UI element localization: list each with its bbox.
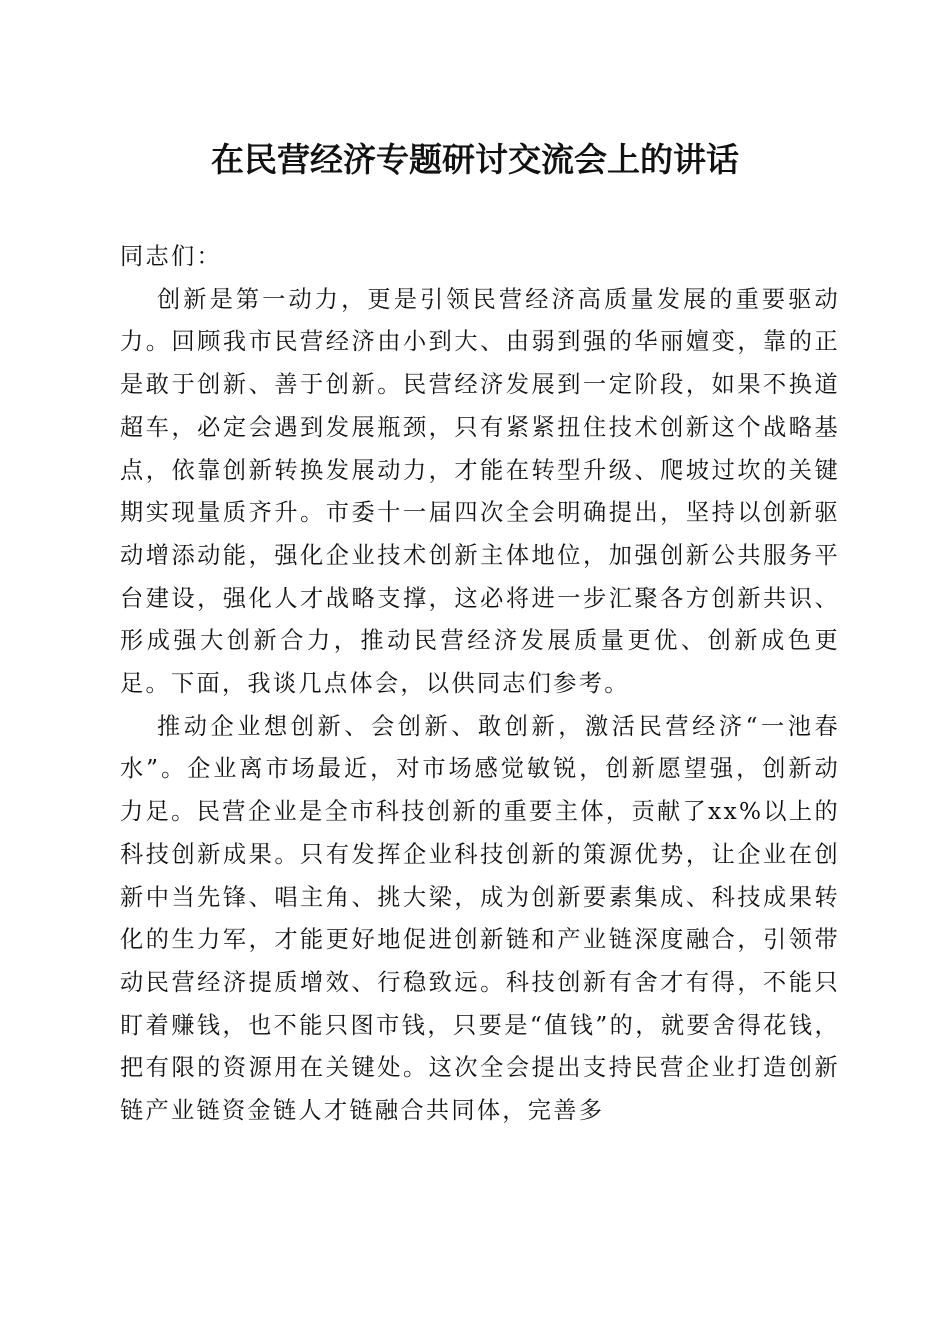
document-title: 在民营经济专题研讨交流会上的讲话 (211, 140, 739, 179)
paragraph-1: 创新是第一动力，更是引领民营经济高质量发展的重要驱动力。回顾我市民营经济由小到大、由弱到强的华丽嬗变，靠的正是敢于创新、善于创新。民营经济发展到一定阶段，如果不换道超车，必定会遇到发展瓶颈，只有紧紧扭住技术创新这个战略基点，依靠创新转换发展动力，才能在转型升级、爬坡过坎的关键期实现量质齐升。市委十一届四次全会明确提出，坚持以创新驱动增添动能，强化企业技术创新主体地位，加强创新公共服务平台建设，强化人才战略支撑，这必将进一步汇聚各方创新共识、形成强大创新合力，推动民营经济发展质量更优、创新成色更足。下面，我谈几点体会，以供同志们参考。 (120, 285, 840, 698)
document-body (120, 236, 840, 1133)
greeting: 同志们： (120, 243, 222, 270)
paragraph-2: 推动企业想创新、会创新、敢创新，激活民营经济“一池春水”。企业离市场最近，对市场感觉敏锐，创新愿望强，创新动力足。民营企业是全市科技创新的重要主体，贡献了xx%以上的科技创新成果。只有发挥企业科技创新的策源优势，让企业在创新中当先锋、唱主角、挑大梁，成为创新要素集成、科技成果转化的生力军，才能更好地促进创新链和产业链深度融合，引领带动民营经济提质增效、行稳致远。科技创新有舍才有得，不能只盯着赚钱，也不能只图市钱，只要是“值钱”的，就要舍得花钱，把有限的资源用在关键处。这次全会提出支持民营企业打造创新链产业链资金链人才链融合共同体，完善多 (120, 712, 840, 1125)
